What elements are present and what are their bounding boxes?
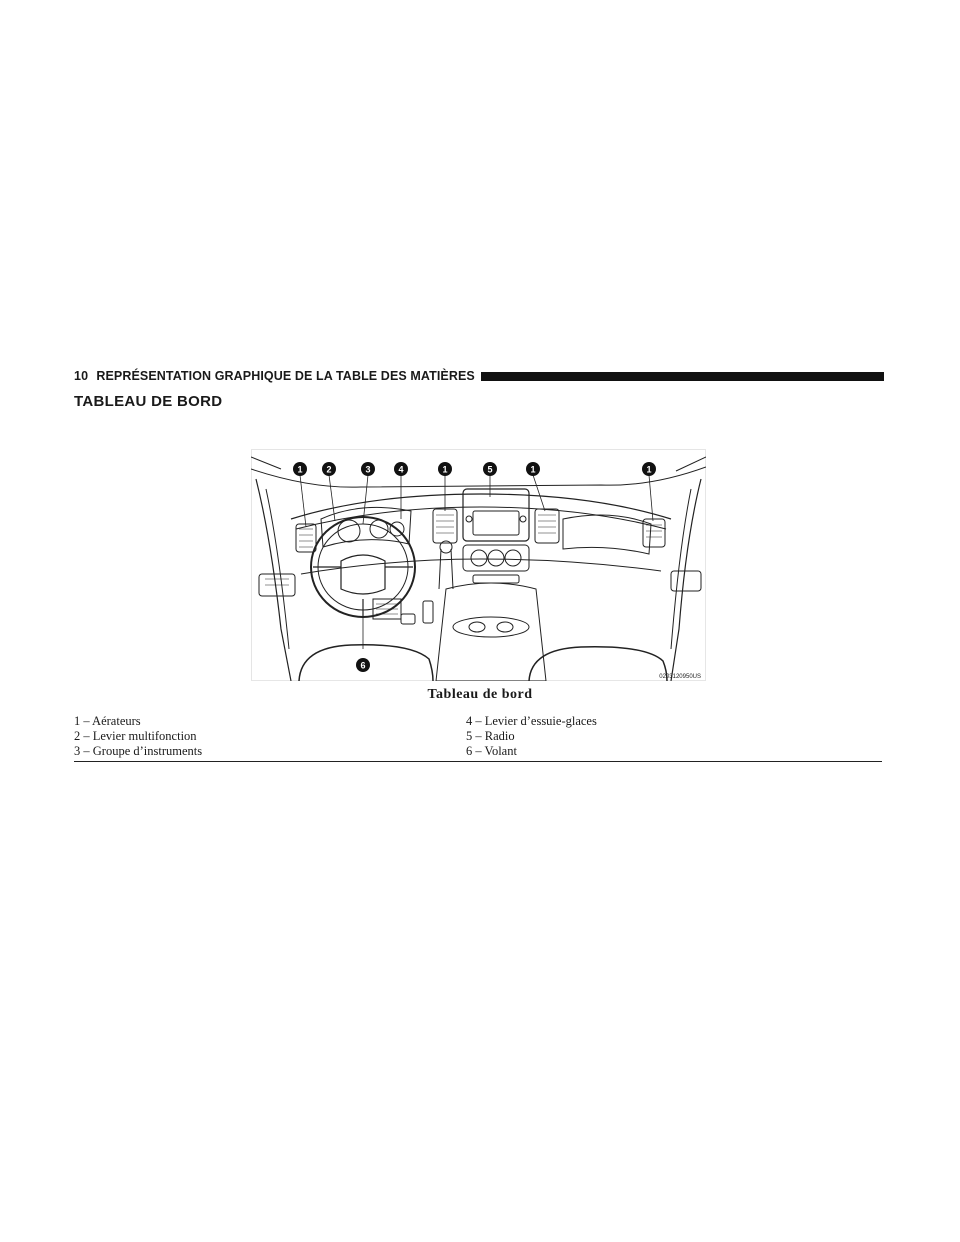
- legend-item: 2 – Levier multifonction: [74, 729, 197, 743]
- callout-2: 2: [326, 464, 332, 475]
- figure-legend: [74, 714, 884, 759]
- image-code: 0203120950US: [659, 674, 701, 680]
- callout-1b: 1: [442, 464, 448, 475]
- callout-4: 4: [398, 464, 404, 475]
- dashboard-line-drawing: [251, 449, 706, 681]
- dashboard-illustration: [251, 449, 706, 681]
- page-number: 10: [74, 369, 89, 383]
- figure-caption: Tableau de bord: [427, 687, 533, 702]
- callout-5: 5: [487, 464, 493, 475]
- callout-1d: 1: [646, 464, 652, 475]
- legend-row: [74, 744, 884, 759]
- legend-item: 6 – Volant: [466, 744, 517, 758]
- callout-1c: 1: [530, 464, 536, 475]
- running-header-title: REPRÉSENTATION GRAPHIQUE DE LA TABLE DES MATIÈRES: [96, 369, 475, 383]
- legend-item: 1 – Aérateurs: [74, 714, 141, 728]
- header-rule-bar: [481, 372, 884, 381]
- callout-6: 6: [360, 660, 366, 671]
- legend-item: 5 – Radio: [466, 729, 515, 743]
- section-title: TABLEAU DE BORD: [74, 393, 223, 410]
- page-header: [74, 368, 884, 384]
- callout-1a: 1: [297, 464, 303, 475]
- callout-3: 3: [365, 464, 371, 475]
- legend-bottom-rule: [74, 761, 882, 762]
- legend-row: [74, 729, 884, 744]
- legend-item: 4 – Levier d’essuie-glaces: [466, 714, 597, 728]
- legend-row: [74, 714, 884, 729]
- legend-item: 3 – Groupe d’instruments: [74, 744, 203, 758]
